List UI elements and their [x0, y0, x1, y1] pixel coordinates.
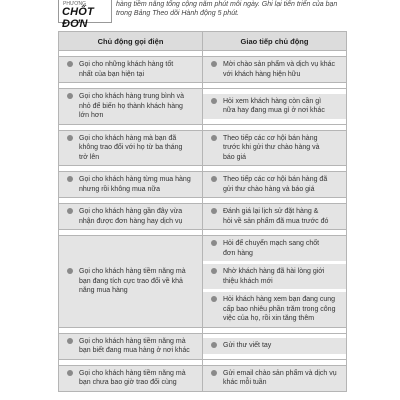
item-text-line: việc của họ, rồi xin tăng thêm — [223, 315, 315, 322]
item-text-line: Theo tiếp các cơ hội bán hàng — [223, 134, 318, 142]
left-cell — [59, 57, 203, 83]
item-text-line: đơn hàng — [223, 249, 253, 257]
item-text-line: khác mỗi tuần — [223, 379, 267, 386]
left-cell — [59, 89, 203, 125]
item-text-line: Gọi cho khách hàng gần đây vừa — [79, 208, 183, 215]
item-text-line: nhận được đơn hàng hay dịch vụ — [79, 217, 183, 225]
item-text-line: Mời chào sản phẩm và dịch vụ khác — [223, 61, 335, 68]
item-text-line: cấp bao nhiêu phần trăm trong công — [223, 305, 336, 313]
left-cell — [59, 333, 203, 359]
item-text-line: bạn đang tích cực trao đổi về khả — [79, 277, 183, 285]
item-text-line: báo giá — [223, 153, 246, 161]
item-text-line: Gọi cho khách hàng trung bình và — [79, 93, 185, 100]
list-item — [59, 131, 202, 166]
list-item — [203, 204, 346, 229]
item-text-line: Gọi cho những khách hàng tốt — [79, 61, 174, 68]
list-item — [59, 172, 202, 197]
right-cell — [203, 333, 347, 359]
left-cell — [59, 172, 203, 198]
item-text-line: thiệu khách mới — [223, 277, 273, 285]
item-text-line: bạn chưa bao giờ trao đổi cùng — [79, 379, 177, 386]
bullet-icon — [67, 268, 73, 274]
item-text-line: nhất của bạn hiện tại — [79, 70, 144, 78]
table-body — [59, 51, 347, 392]
list-item — [203, 236, 346, 261]
item-text-line: nhưng rồi không mua nữa — [79, 185, 160, 193]
intro-line: hàng tiềm năng tổng cộng năm phút mỗi ngày. Ghi lại tiến triển của bạn — [116, 1, 338, 8]
right-cell — [203, 236, 347, 328]
left-cell — [59, 236, 203, 328]
list-item — [59, 334, 202, 359]
item-text-line: gửi thư chào hàng và báo giá — [223, 185, 315, 193]
right-cell — [203, 57, 347, 83]
item-text-line: Gọi cho khách hàng tiềm năng mà — [79, 337, 186, 345]
logo-small-text: PHƯƠNG — [63, 1, 87, 7]
list-item — [203, 94, 346, 119]
item-text-line: trước khi gửi thư chào hàng và — [223, 144, 320, 151]
bullet-icon — [67, 338, 73, 344]
bullet-icon — [211, 176, 217, 182]
item-text-line: không trao đổi với họ từ ba tháng — [79, 144, 183, 151]
bullet-icon — [211, 98, 217, 104]
list-item — [203, 292, 346, 327]
list-item — [59, 57, 202, 82]
item-text-line: Hỏi để chuyển mạch sang chốt — [223, 240, 320, 247]
table-row — [59, 236, 347, 328]
item-text-line: với khách hàng hiện hữu — [223, 70, 301, 78]
table-row — [59, 130, 347, 166]
bullet-icon — [67, 370, 73, 376]
left-cell — [59, 130, 203, 166]
bullet-icon — [211, 208, 217, 214]
item-text-line: Theo tiếp các cơ hội bán hàng đã — [223, 176, 328, 183]
table-row — [59, 365, 347, 391]
left-cell — [59, 365, 203, 391]
list-item — [203, 131, 346, 166]
bullet-icon — [211, 61, 217, 67]
table-row — [59, 204, 347, 230]
right-cell — [203, 130, 347, 166]
column-header-right: Giao tiếp chủ động — [203, 32, 347, 51]
item-text-line: Gọi cho khách hàng mà bạn đã — [79, 134, 177, 142]
item-text-line: trở lên — [79, 153, 100, 161]
bullet-icon — [211, 240, 217, 246]
right-cell — [203, 89, 347, 125]
left-cell — [59, 204, 203, 230]
list-item — [59, 89, 202, 124]
item-text-line: Gọi cho khách hàng từng mua hàng — [79, 176, 191, 183]
list-item — [59, 366, 202, 391]
item-text-line: nữa hay đang mua gì ở nơi khác — [223, 107, 325, 115]
list-item — [203, 264, 346, 289]
activity-table — [58, 31, 347, 392]
book-logo — [58, 0, 112, 30]
item-text-line: Gọi cho khách hàng tiềm năng mà — [79, 268, 186, 275]
bullet-icon — [211, 135, 217, 141]
item-text-line: năng mua hàng — [79, 287, 128, 294]
item-text-line: Nhờ khách hàng đã hài lòng giới — [223, 268, 325, 275]
list-item — [203, 366, 346, 391]
list-item — [203, 172, 346, 197]
bullet-icon — [211, 370, 217, 376]
bullet-icon — [67, 208, 73, 214]
bullet-icon — [67, 61, 73, 67]
list-item — [203, 57, 346, 82]
item-text-line: hỏi về sản phẩm đã mua trước đó — [223, 217, 329, 225]
list-item — [203, 338, 346, 354]
table-row — [59, 89, 347, 125]
table-row — [59, 333, 347, 359]
right-cell — [203, 365, 347, 391]
intro-paragraph — [116, 0, 356, 18]
intro-line: trong Bảng Theo dõi Hành động 5 phút. — [116, 10, 239, 17]
bullet-icon — [211, 268, 217, 274]
bullet-icon — [211, 296, 217, 302]
list-item — [59, 204, 202, 229]
bullet-icon — [211, 342, 217, 348]
logo-main-text: CHỐT ĐƠN — [62, 6, 94, 30]
bullet-icon — [67, 135, 73, 141]
right-cell — [203, 204, 347, 230]
table-row — [59, 57, 347, 83]
right-cell — [203, 172, 347, 198]
bullet-icon — [67, 176, 73, 182]
item-text-line: Gửi email chào sản phẩm và dịch vụ — [223, 369, 337, 377]
item-text-line: lớn hơn — [79, 112, 104, 119]
item-text-line: Hỏi khách hàng xem bạn đang cung — [223, 296, 336, 303]
item-text-line: Đánh giá lại lịch sử đặt hàng & — [223, 208, 319, 215]
list-item — [59, 264, 202, 299]
item-text-line: bạn biết đang mua hàng ở nơi khác — [79, 347, 190, 354]
item-text-line: Hỏi xem khách hàng còn cần gì — [223, 97, 322, 105]
item-text-line: nhỏ để biến họ thành khách hàng — [79, 102, 183, 110]
column-header-left: Chủ động gọi điện — [59, 32, 203, 51]
bullet-icon — [67, 93, 73, 99]
table-row — [59, 172, 347, 198]
item-text-line: Gọi cho khách hàng tiềm năng mà — [79, 369, 186, 377]
item-text-line: Gửi thư viết tay — [223, 342, 272, 350]
